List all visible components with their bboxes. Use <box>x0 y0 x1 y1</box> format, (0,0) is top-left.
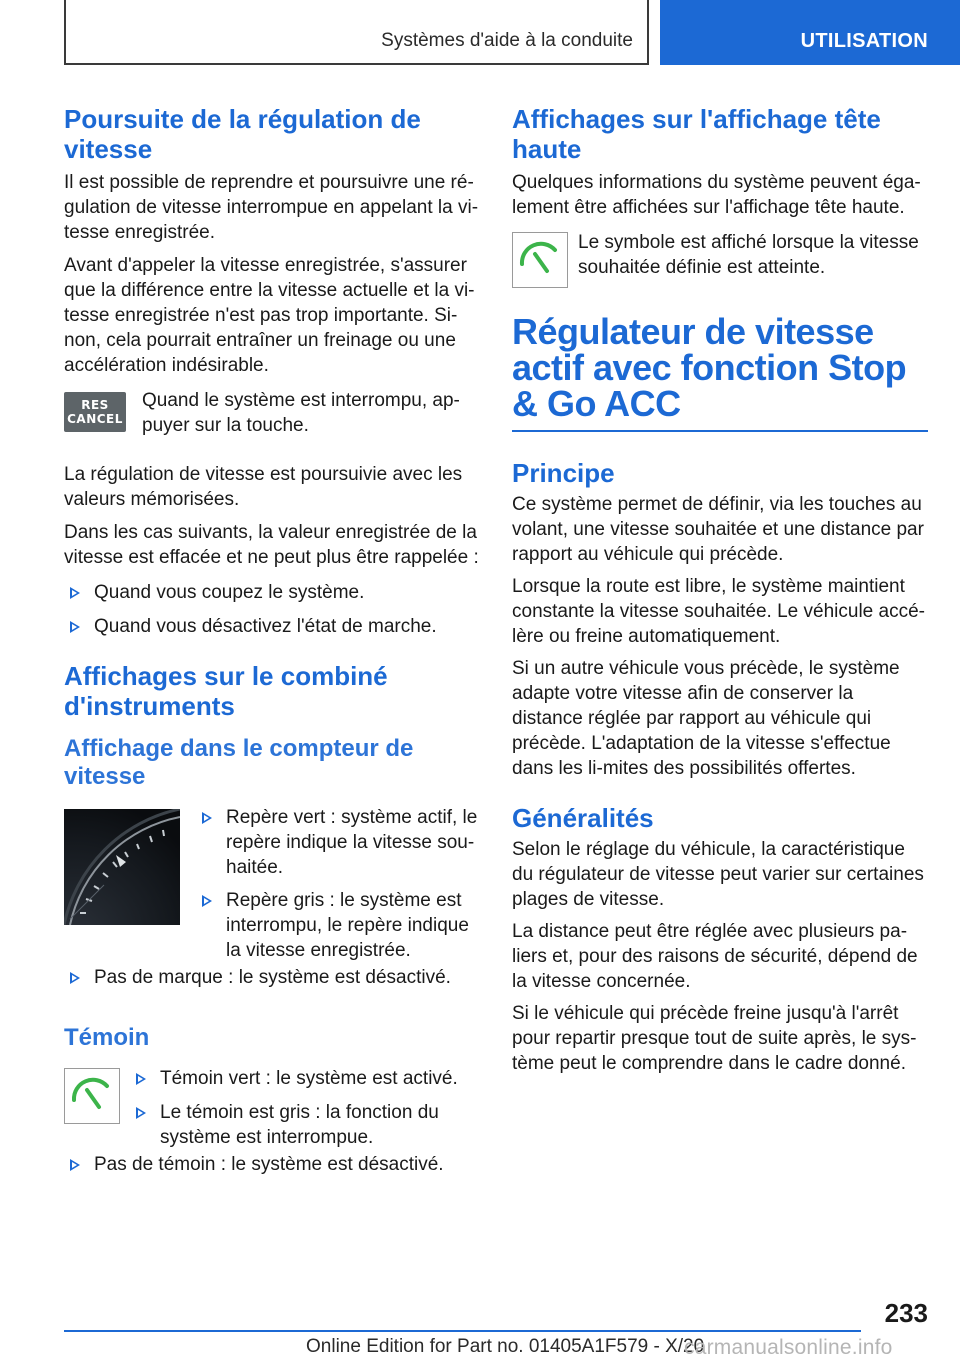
header-tab-label: UTILISATION <box>800 30 928 52</box>
list-item-text: Quand vous désactivez l'état de marche. <box>94 616 437 637</box>
res-cancel-line2: CANCEL <box>67 412 123 426</box>
paragraph: La régulation de vitesse est poursuivie avec les valeurs mémorisées. <box>64 464 463 510</box>
page-number: 233 <box>884 1298 928 1328</box>
list-item <box>64 965 479 990</box>
list-item-text: Le témoin est gris : la fonction du système est interrompue. <box>160 1102 439 1148</box>
list-item-text: Pas de marque : le système est désactivé. <box>94 967 451 988</box>
heading-combine: Affichages sur le combiné d'instruments <box>64 661 388 721</box>
paragraph: Si le véhicule qui précède freine jusqu'à l'arrêt pour repartir presque tout de suite après, le sys-tème peut le comprendre dans le cadre donné. <box>512 1003 917 1074</box>
footer-divider <box>64 1330 861 1332</box>
heading-generalites: Généralités <box>512 803 654 833</box>
res-cancel-line1: RES <box>81 398 109 412</box>
hud-cruise-symbol-icon <box>512 232 568 288</box>
heading-principe: Principe <box>512 458 615 488</box>
bullet-triangle-icon <box>70 587 80 599</box>
left-column <box>64 100 479 1177</box>
res-cancel-button-icon <box>64 392 126 432</box>
hud-symbol-row <box>512 230 928 300</box>
heading-temoin: Témoin <box>64 1024 150 1051</box>
paragraph: Si un autre véhicule vous précède, le système adapte votre vitesse afin de conserver la distance réglée par rapport au véhicule qui précède. L'adaptation de la vitesse s'effectue dans les li-mites des possibilités offertes. <box>512 658 900 779</box>
footer-edition: Online Edition for Part no. 01405A1F579 - X/20 <box>306 1336 705 1357</box>
res-cancel-text: Quand le système est interrompu, ap-puyer sur la touche. <box>142 390 460 436</box>
paragraph: Avant d'appeler la vitesse enregistrée, s'assurer que la différence entre la vitesse actuelle et la vi-tesse enregistrée n'est pas trop importante. Si-non, cela pourrait entraîner un freinage ou une accélération indésirable. <box>64 255 475 376</box>
paragraph: Lorsque la route est libre, le système maintient constante la vitesse souhaitée. Le véhicule accé-lère ou freine automatiquement. <box>512 576 925 647</box>
bullet-triangle-icon <box>136 1107 146 1119</box>
heading-compteur: Affichage dans le compteur de vitesse <box>64 735 414 790</box>
paragraph: Quelques informations du système peuvent éga-lement être affichées sur l'affichage tête haute. <box>512 172 921 218</box>
bullet-triangle-icon <box>70 621 80 633</box>
header-tab[interactable] <box>660 0 960 65</box>
bullet-triangle-icon <box>202 895 212 907</box>
paragraph: Il est possible de reprendre et poursuivre une ré-gulation de vitesse interrompue en appelant la vi-tesse enregistrée. <box>64 172 479 243</box>
bullet-triangle-icon <box>70 972 80 984</box>
watermark: carmanualsonline.info <box>684 1336 893 1359</box>
cruise-indicator-green-icon <box>64 1068 120 1124</box>
list-item-text: Repère gris : le système est interrompu, le repère indique la vitesse enregistrée. <box>226 890 469 961</box>
bullet-triangle-icon <box>70 1159 80 1171</box>
list-item <box>64 580 479 605</box>
list-item-text: Témoin vert : le système est activé. <box>160 1068 458 1089</box>
paragraph: Selon le réglage du véhicule, la caractéristique du régulateur de vitesse peut varier sur certaines plages de vitesse. <box>512 839 924 910</box>
heading-resume: Poursuite de la régulation de vitesse <box>64 104 421 164</box>
bullet-triangle-icon <box>202 812 212 824</box>
hud-symbol-text: Le symbole est affiché lorsque la vitesse souhaitée définie est atteinte. <box>578 232 919 278</box>
list-item <box>130 1100 479 1150</box>
speedometer-marker-icon <box>64 809 180 925</box>
speedometer-row <box>64 805 479 961</box>
list-item <box>130 1066 479 1091</box>
list-item-text: Repère vert : système actif, le repère indique la vitesse sou-haitée. <box>226 807 478 878</box>
section-divider <box>512 430 928 432</box>
paragraph: La distance peut être réglée avec plusieurs pa-liers et, pour des raisons de sécurité, dépend de la vitesse concernée. <box>512 921 918 992</box>
res-cancel-row <box>64 388 479 448</box>
bullet-triangle-icon <box>136 1073 146 1085</box>
paragraph: Ce système permet de définir, via les touches au volant, une vitesse souhaitée et une distance par rapport au véhicule qui précède. <box>512 494 924 565</box>
list-item <box>196 805 479 880</box>
list-item-text: Pas de témoin : le système est désactivé. <box>94 1154 444 1175</box>
right-column <box>512 100 928 1076</box>
paragraph: Dans les cas suivants, la valeur enregistrée de la vitesse est effacée et ne peut plus être rappelée : <box>64 522 479 568</box>
heading-hud: Affichages sur l'affichage tête haute <box>512 104 881 164</box>
list-item <box>196 888 479 963</box>
list-item <box>64 1152 479 1177</box>
list-item <box>64 614 479 639</box>
temoin-row <box>64 1066 479 1148</box>
list-item-text: Quand vous coupez le système. <box>94 582 365 603</box>
header-section-title: Systèmes d'aide à la conduite <box>381 30 633 51</box>
heading-acc: Régulateur de vitesse actif avec fonction Stop & Go ACC <box>512 311 907 424</box>
header-section-box <box>64 0 649 65</box>
